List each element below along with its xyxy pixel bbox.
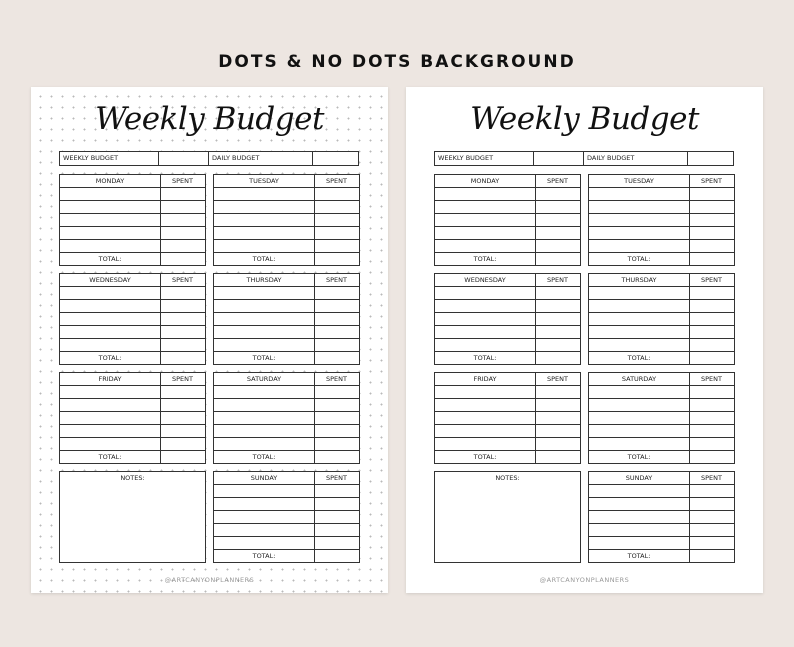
total-label: TOTAL:	[627, 255, 651, 263]
day-table-tuesday	[213, 174, 360, 266]
table-row-line	[589, 437, 734, 438]
day-label: FRIDAY	[98, 375, 122, 383]
day-table-sunday	[588, 471, 735, 563]
table-row-line	[60, 385, 205, 386]
total-label: TOTAL:	[473, 453, 497, 461]
table-row-line	[589, 351, 734, 352]
spent-label: SPENT	[172, 375, 193, 383]
table-row-line	[435, 252, 580, 253]
day-table-friday	[434, 372, 581, 464]
table-row-line	[214, 351, 359, 352]
table-row-line	[214, 484, 359, 485]
day-table-wednesday	[434, 273, 581, 365]
table-row-line	[589, 523, 734, 524]
day-table-monday	[59, 174, 206, 266]
table-row-line	[589, 411, 734, 412]
table-row-line	[435, 286, 580, 287]
table-row-line	[435, 299, 580, 300]
table-row-line	[214, 213, 359, 214]
table-row-line	[589, 484, 734, 485]
table-row-line	[214, 437, 359, 438]
spent-label: SPENT	[326, 276, 347, 284]
day-label: TUESDAY	[249, 177, 279, 185]
table-row-line	[214, 226, 359, 227]
notes-label: NOTES:	[495, 474, 520, 482]
day-label: TUESDAY	[624, 177, 654, 185]
table-row-line	[60, 450, 205, 451]
day-label: MONDAY	[470, 177, 500, 185]
spent-label: SPENT	[547, 375, 568, 383]
table-row-line	[589, 385, 734, 386]
table-row-line	[589, 338, 734, 339]
table-row-line	[214, 536, 359, 537]
notes-box	[59, 471, 206, 563]
table-row-line	[214, 497, 359, 498]
budget-row	[434, 151, 734, 166]
table-row-line	[60, 239, 205, 240]
table-row-line	[214, 510, 359, 511]
table-row-line	[589, 239, 734, 240]
table-row-line	[214, 424, 359, 425]
spent-label: SPENT	[547, 276, 568, 284]
spent-label: SPENT	[326, 474, 347, 482]
table-row-line	[435, 450, 580, 451]
total-label: TOTAL:	[473, 354, 497, 362]
table-row-line	[60, 312, 205, 313]
total-label: TOTAL:	[252, 453, 276, 461]
table-row-line	[589, 286, 734, 287]
total-label: TOTAL:	[627, 453, 651, 461]
day-table-thursday	[588, 273, 735, 365]
planner-title: Weekly Budget	[95, 101, 324, 137]
table-row-line	[214, 385, 359, 386]
table-row-line	[589, 497, 734, 498]
table-row-line	[435, 226, 580, 227]
spent-label: SPENT	[326, 375, 347, 383]
day-table-saturday	[588, 372, 735, 464]
table-row-line	[435, 437, 580, 438]
planner-title: Weekly Budget	[470, 101, 699, 137]
spent-label: SPENT	[701, 375, 722, 383]
table-row-line	[589, 450, 734, 451]
table-row-line	[589, 299, 734, 300]
total-label: TOTAL:	[98, 354, 122, 362]
spent-label: SPENT	[547, 177, 568, 185]
table-row-line	[214, 549, 359, 550]
table-row-line	[60, 286, 205, 287]
day-label: SATURDAY	[621, 375, 657, 383]
table-row-line	[589, 424, 734, 425]
total-label: TOTAL:	[98, 453, 122, 461]
table-row-line	[589, 325, 734, 326]
spent-label: SPENT	[172, 276, 193, 284]
total-label: TOTAL:	[627, 354, 651, 362]
table-row-line	[435, 213, 580, 214]
table-row-line	[214, 325, 359, 326]
table-row-line	[589, 536, 734, 537]
table-row-line	[214, 200, 359, 201]
table-row-line	[60, 299, 205, 300]
table-row-line	[435, 351, 580, 352]
day-table-monday	[434, 174, 581, 266]
table-row-line	[60, 200, 205, 201]
budget-row	[59, 151, 359, 166]
table-row-line	[214, 450, 359, 451]
spent-label: SPENT	[701, 474, 722, 482]
credit-handle: @ARTCANYONPLANNERS	[539, 576, 630, 584]
weekly-budget-value-cell	[534, 152, 584, 165]
day-label: MONDAY	[95, 177, 125, 185]
day-label: SUNDAY	[250, 474, 278, 482]
day-table-wednesday	[59, 273, 206, 365]
planner-page-dots	[31, 87, 388, 593]
planner-page-no-dots	[406, 87, 763, 593]
day-label: SUNDAY	[625, 474, 653, 482]
table-row-line	[589, 200, 734, 201]
table-row-line	[589, 252, 734, 253]
notes-label: NOTES:	[120, 474, 145, 482]
day-table-sunday	[213, 471, 360, 563]
table-row-line	[60, 351, 205, 352]
day-label: SATURDAY	[246, 375, 282, 383]
table-row-line	[214, 299, 359, 300]
table-row-line	[435, 312, 580, 313]
table-row-line	[589, 187, 734, 188]
notes-box	[434, 471, 581, 563]
table-row-line	[60, 338, 205, 339]
table-row-line	[435, 411, 580, 412]
spent-label: SPENT	[172, 177, 193, 185]
table-row-line	[214, 398, 359, 399]
table-row-line	[214, 312, 359, 313]
day-label: WEDNESDAY	[464, 276, 506, 284]
table-row-line	[435, 385, 580, 386]
table-row-line	[214, 187, 359, 188]
page-heading: DOTS & NO DOTS BACKGROUND	[218, 52, 576, 72]
day-label: FRIDAY	[473, 375, 497, 383]
daily-budget-value-cell	[688, 152, 733, 165]
table-row-line	[214, 523, 359, 524]
total-label: TOTAL:	[98, 255, 122, 263]
spent-label: SPENT	[701, 276, 722, 284]
table-row-line	[589, 312, 734, 313]
table-row-line	[435, 325, 580, 326]
total-label: TOTAL:	[627, 552, 651, 560]
table-row-line	[60, 437, 205, 438]
table-row-line	[435, 239, 580, 240]
day-table-thursday	[213, 273, 360, 365]
table-row-line	[60, 226, 205, 227]
table-row-line	[589, 213, 734, 214]
table-row-line	[589, 549, 734, 550]
table-row-line	[589, 510, 734, 511]
table-row-line	[435, 424, 580, 425]
table-row-line	[60, 252, 205, 253]
daily-budget-value-cell	[313, 152, 358, 165]
table-row-line	[435, 200, 580, 201]
spent-label: SPENT	[701, 177, 722, 185]
day-label: WEDNESDAY	[89, 276, 131, 284]
daily-budget-label: DAILY BUDGET	[584, 152, 688, 165]
day-label: THURSDAY	[246, 276, 282, 284]
day-table-tuesday	[588, 174, 735, 266]
total-label: TOTAL:	[473, 255, 497, 263]
daily-budget-label: DAILY BUDGET	[209, 152, 313, 165]
total-label: TOTAL:	[252, 255, 276, 263]
day-table-friday	[59, 372, 206, 464]
table-row-line	[589, 226, 734, 227]
weekly-budget-value-cell	[159, 152, 209, 165]
credit-handle: @ARTCANYONPLANNERS	[164, 576, 255, 584]
table-row-line	[214, 411, 359, 412]
total-label: TOTAL:	[252, 552, 276, 560]
table-row-line	[60, 325, 205, 326]
total-label: TOTAL:	[252, 354, 276, 362]
table-row-line	[60, 411, 205, 412]
spent-label: SPENT	[326, 177, 347, 185]
table-row-line	[214, 252, 359, 253]
table-row-line	[435, 398, 580, 399]
weekly-budget-label: WEEKLY BUDGET	[435, 152, 534, 165]
table-row-line	[214, 239, 359, 240]
table-row-line	[60, 187, 205, 188]
table-row-line	[435, 187, 580, 188]
table-row-line	[435, 338, 580, 339]
table-row-line	[60, 398, 205, 399]
day-table-saturday	[213, 372, 360, 464]
table-row-line	[60, 424, 205, 425]
table-row-line	[589, 398, 734, 399]
day-label: THURSDAY	[621, 276, 657, 284]
table-row-line	[214, 338, 359, 339]
weekly-budget-label: WEEKLY BUDGET	[60, 152, 159, 165]
table-row-line	[60, 213, 205, 214]
table-row-line	[214, 286, 359, 287]
